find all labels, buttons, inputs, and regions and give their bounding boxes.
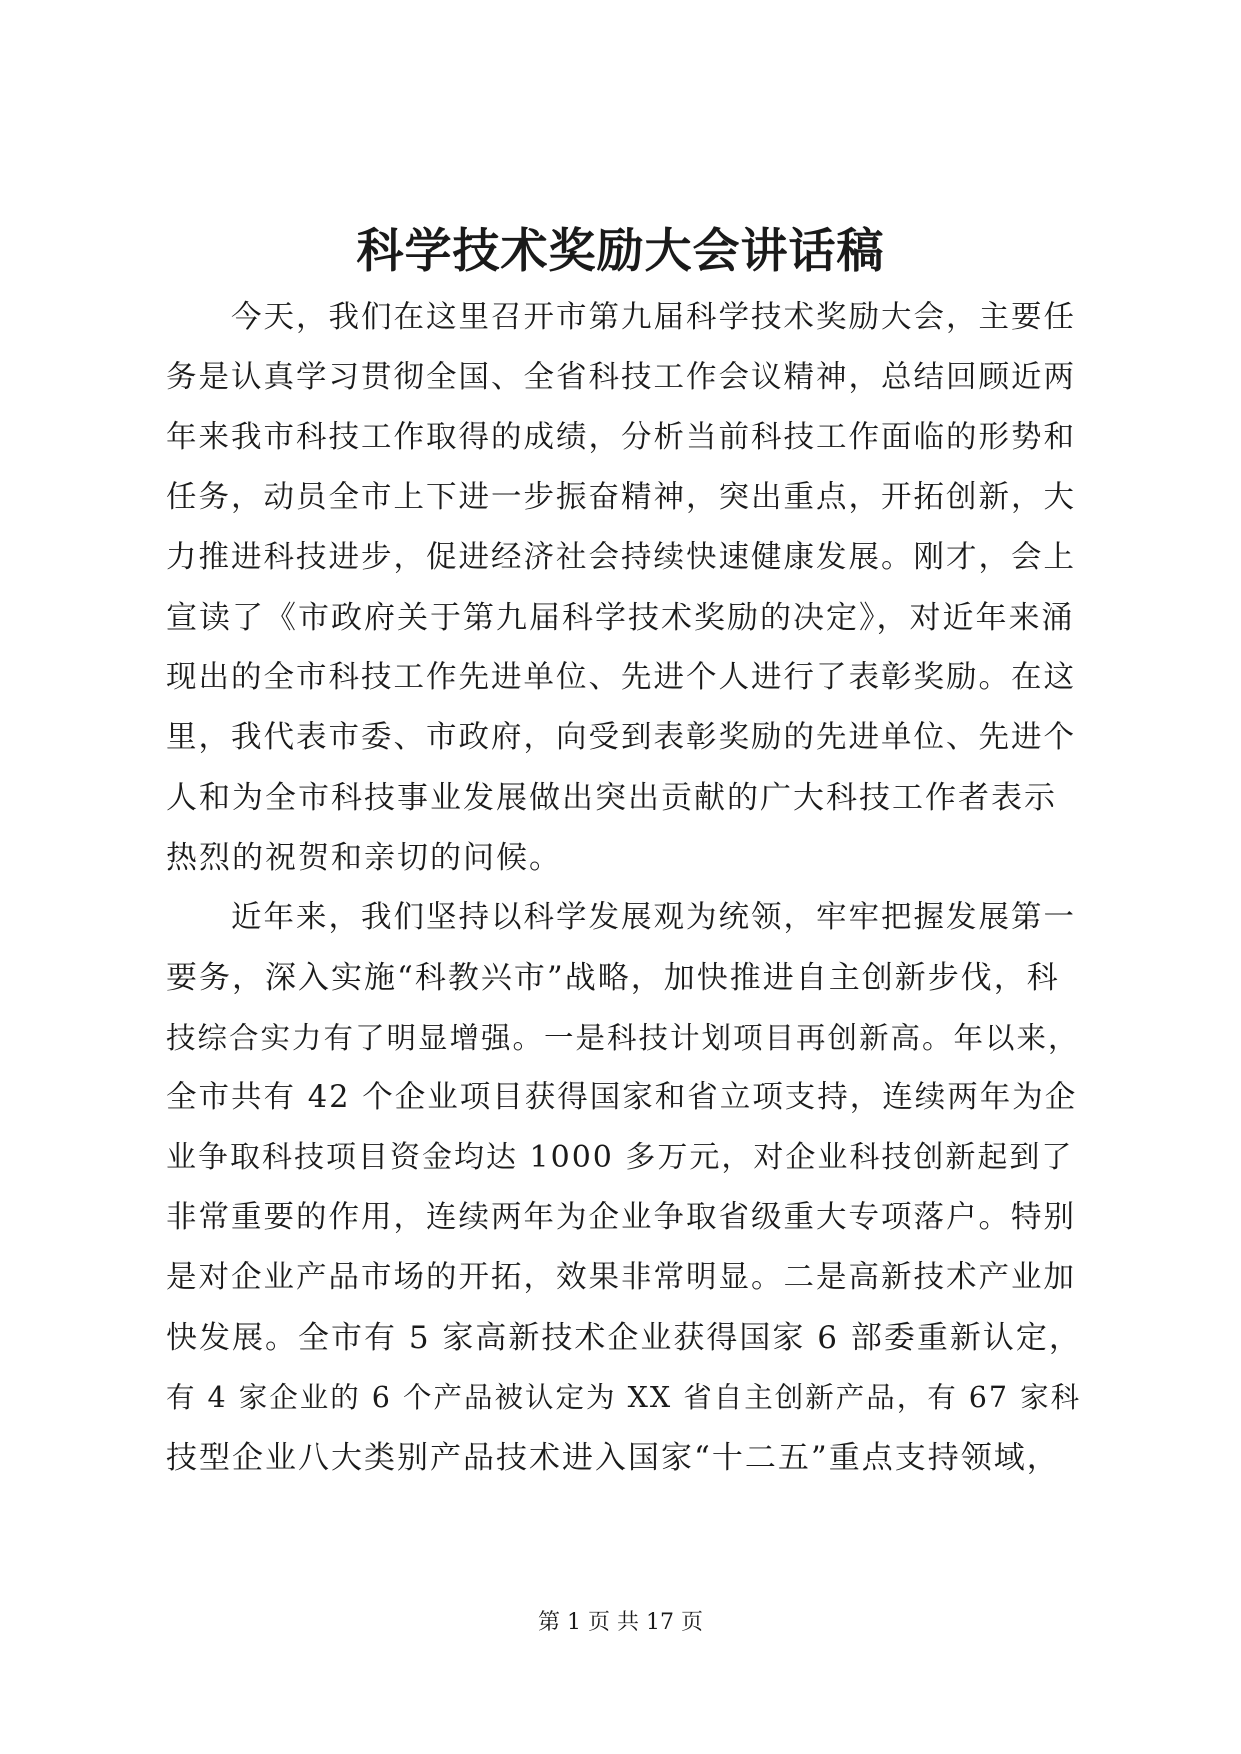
body-line: 非常重要的作用，连续两年为企业争取省级重大专项落户。特别 [166,1200,1076,1235]
body-line: 热烈的祝贺和亲切的问候。 [166,840,562,876]
body-line: 人和为全市科技事业发展做出突出贡献的广大科技工作者表示 [166,780,1057,816]
body-line: 任务，动员全市上下进一步振奋精神，突出重点，开拓创新，大 [166,480,1076,515]
body-line: 今天，我们在这里召开市第九届科学技术奖励大会，主要任 [166,300,1076,335]
body-line: 技型企业八大类别产品技术进入国家“十二五”重点支持领域， [166,1440,1060,1476]
document-title: 科学技术奖励大会讲话稿 [356,224,885,279]
body-line: 年来我市科技工作取得的成绩，分析当前科技工作面临的形势和 [166,420,1076,455]
body-line: 全市共有 42 个企业项目获得国家和省立项支持，连续两年为企 [166,1080,1078,1115]
body-line: 业争取科技项目资金均达 1000 多万元，对企业科技创新起到了 [166,1140,1074,1175]
body-line: 现出的全市科技工作先进单位、先进个人进行了表彰奖励。在这 [166,660,1076,695]
body-line: 宣读了《市政府关于第九届科学技术奖励的决定》，对近年来涌 [166,600,1075,636]
body-line: 要务，深入实施“科教兴市”战略，加快推进自主创新步伐，科 [166,960,1060,996]
body-line: 力推进科技进步，促进经济社会持续快速健康发展。刚才，会上 [166,540,1076,575]
page-number-footer: 第 1 页 共 17 页 [538,1610,703,1635]
body-line: 近年来，我们坚持以科学发展观为统领，牢牢把握发展第一 [166,900,1076,935]
body-line: 快发展。全市有 5 家高新技术企业获得国家 6 部委重新认定， [166,1320,1082,1356]
body-line: 技综合实力有了明显增强。一是科技计划项目再创新高。年以来， [166,1021,1080,1055]
body-line: 务是认真学习贯彻全国、全省科技工作会议精神，总结回顾近两 [166,360,1076,395]
body-line: 有 4 家企业的 6 个产品被认定为 XX 省自主创新产品，有 67 家科 [166,1381,1082,1414]
document-body [166,288,1086,1488]
body-line: 里，我代表市委、市政府，向受到表彰奖励的先进单位、先进个 [166,720,1076,755]
body-line: 是对企业产品市场的开拓，效果非常明显。二是高新技术产业加 [166,1260,1076,1295]
